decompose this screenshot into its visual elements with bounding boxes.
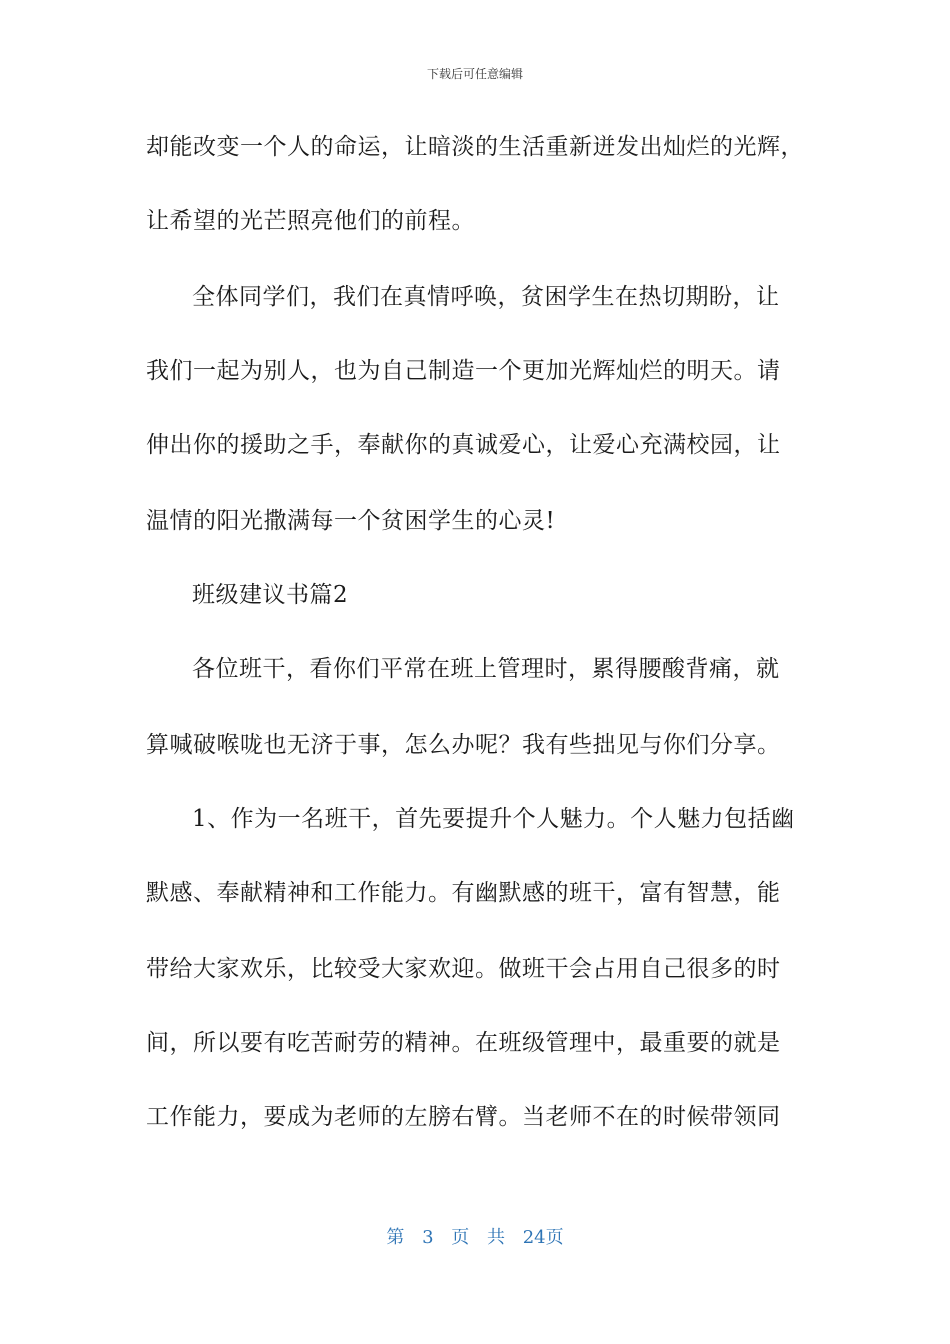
body-line-10: 1、作为一名班干，首先要提升个人魅力。个人魅力包括幽	[192, 806, 795, 832]
footer-prefix: 第	[386, 1227, 405, 1248]
body-line-2: 让希望的光芒照亮他们的前程。	[146, 208, 475, 234]
section-heading: 班级建议书篇2	[192, 582, 349, 608]
body-line-3: 全体同学们，我们在真情呼唤，贫困学生在热切期盼，让	[192, 284, 780, 310]
body-line-11: 默感、奉献精神和工作能力。有幽默感的班干，富有智慧，能	[146, 880, 781, 906]
page-header-note: 下载后可任意编辑	[426, 67, 523, 81]
body-line-6: 温情的阳光撒满每一个贫困学生的心灵!	[146, 508, 556, 534]
body-line-9: 算喊破喉咙也无济于事，怎么办呢？我有些拙见与你们分享。	[146, 732, 781, 758]
body-line-5: 伸出你的援助之手，奉献你的真诚爱心，让爱心充满校园，让	[146, 432, 781, 458]
footer-total-label: 共	[487, 1227, 505, 1248]
body-line-1: 却能改变一个人的命运，让暗淡的生活重新迸发出灿烂的光辉，	[146, 134, 804, 160]
body-line-13: 间，所以要有吃苦耐劳的精神。在班级管理中，最重要的就是	[146, 1030, 781, 1056]
body-line-14: 工作能力，要成为老师的左膀右臂。当老师不在的时候带领同	[146, 1104, 781, 1130]
footer-mid: 页	[451, 1227, 470, 1248]
body-line-4: 我们一起为别人，也为自己制造一个更加光辉灿烂的明天。请	[146, 358, 781, 384]
body-line-12: 带给大家欢乐，比较受大家欢迎。做班干会占用自己很多的时	[146, 956, 781, 982]
footer-current-page: 3	[422, 1227, 434, 1248]
footer-total-pages: 24页	[522, 1227, 564, 1248]
body-line-8: 各位班干，看你们平常在班上管理时，累得腰酸背痛，就	[192, 656, 780, 682]
page-footer	[0, 1226, 950, 1250]
